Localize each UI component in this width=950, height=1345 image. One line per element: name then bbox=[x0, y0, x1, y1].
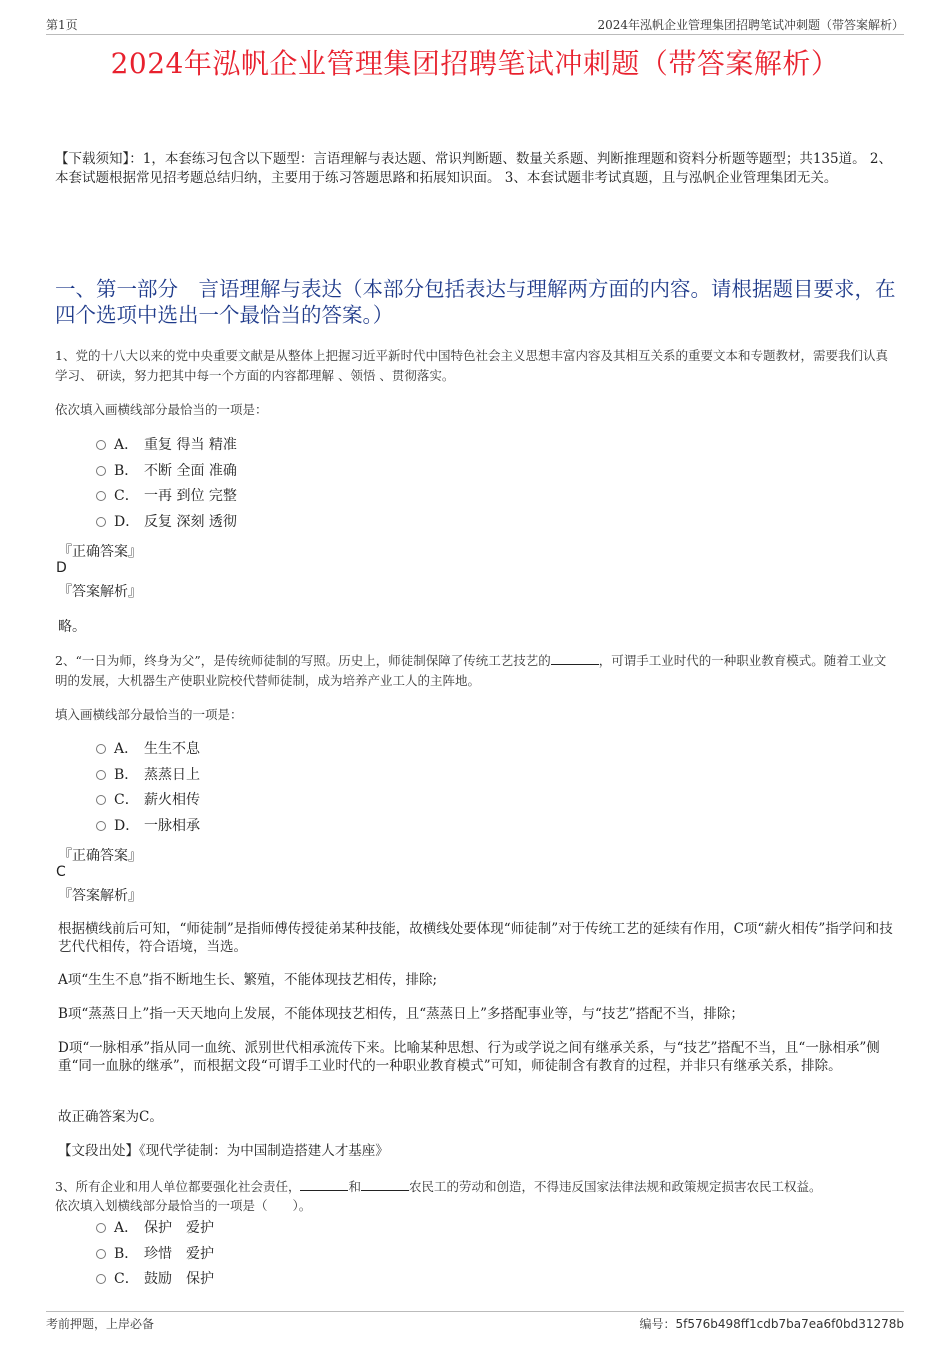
correct-answer-label: 『正确答案』 bbox=[58, 848, 142, 864]
question-3-prompt: 依次填入划横线部分最恰当的一项是（ ）。 bbox=[55, 1198, 312, 1213]
analysis-paragraph: 故正确答案为C。 bbox=[58, 1109, 163, 1125]
analysis-paragraph: B项“蒸蒸日上”指一天天地向上发展，不能体现技艺相传，且“蒸蒸日上”多搭配事业等，与“技艺”搭配不当，排除； bbox=[58, 1006, 744, 1022]
option-b[interactable]: B． 不断 全面 准确 bbox=[96, 459, 237, 485]
question-3-options bbox=[96, 1216, 214, 1293]
question-3-stem: 3、所有企业和用人单位都要强化社会责任， 和 农民工的劳动和创造，不得违反国家法律法规和政策规定损害农民工权益。 bbox=[55, 1179, 822, 1194]
document-code: 编号：5f576b498ff1cdb7ba7ea6f0bd31278b bbox=[639, 1317, 904, 1331]
radio-icon[interactable] bbox=[96, 1249, 106, 1259]
document-title: 2024年泓帆企业管理集团招聘笔试冲刺题（带答案解析） bbox=[110, 47, 840, 80]
analysis-paragraph: A项“生生不息”指不断地生长、繁殖，不能体现技艺相传，排除; bbox=[58, 972, 438, 988]
option-c[interactable]: C． 薪火相传 bbox=[96, 788, 200, 814]
analysis-paragraph: D项“一脉相承”指从同一血统、派别世代相承流传下来。比喻某种思想、行为或学说之间有继承关系，与“技艺”搭配不当，且“一脉相承”侧重“同一血脉的继承”，而根据文段“可谓手工业时代的一种职业教育模式”可知，师徒制含有教育的过程，并非只有继承关系，排除。 bbox=[58, 1040, 880, 1074]
blank-line bbox=[551, 652, 599, 665]
question-1-prompt: 依次填入画横线部分最恰当的一项是： bbox=[55, 402, 268, 417]
radio-icon[interactable] bbox=[96, 744, 106, 754]
source-citation: 【文段出处】《现代学徒制：为中国制造搭建人才基座》 bbox=[58, 1143, 389, 1159]
option-b[interactable]: B． 蒸蒸日上 bbox=[96, 763, 200, 789]
option-d[interactable]: D． 反复 深刻 透彻 bbox=[96, 510, 237, 536]
question-2-stem: 2、“一日为师，终身为父”，是传统师徒制的写照。历史上，师徒制保障了传统工艺技艺的 ，可谓手工业时代的一种职业教育模式。随着工业文明的发展，大机器生产使职业院校代替师徒制，成为培养产业工人的主阵地。 bbox=[55, 653, 887, 688]
radio-icon[interactable] bbox=[96, 491, 106, 501]
analysis-label: 『答案解析』 bbox=[58, 888, 142, 904]
download-notice: 【下载须知】：1，本套练习包含以下题型：言语理解与表达题、常识判断题、数量关系题、判断推理题和资料分析题等题型；共135道。 2、本套试题根据常见招考题总结归纳，主要用于练习答题思路和拓展知识面。 3、本套试题非考试真题，且与泓帆企业管理集团无关。 bbox=[55, 151, 892, 186]
option-a[interactable]: A． 生生不息 bbox=[96, 737, 200, 763]
analysis-label: 『答案解析』 bbox=[58, 584, 142, 600]
header-doc-title: 2024年泓帆企业管理集团招聘笔试冲刺题（带答案解析） bbox=[597, 18, 904, 32]
analysis-paragraph: 根据横线前后可知，“师徒制”是指师傅传授徒弟某种技能，故横线处要体现“师徒制”对于传统工艺的延续有作用，C项“薪火相传”指学问和技艺代代相传，符合语境，当选。 bbox=[58, 921, 893, 955]
radio-icon[interactable] bbox=[96, 1223, 106, 1233]
option-a[interactable]: A． 重复 得当 精准 bbox=[96, 433, 237, 459]
option-b[interactable]: B． 珍惜 爱护 bbox=[96, 1242, 214, 1268]
blank-line bbox=[361, 1178, 409, 1191]
section-heading: 一、第一部分 言语理解与表达（本部分包括表达与理解两方面的内容。请根据题目要求，在四个选项中选出一个最恰当的答案。） bbox=[55, 277, 896, 327]
radio-icon[interactable] bbox=[96, 517, 106, 527]
radio-icon[interactable] bbox=[96, 795, 106, 805]
question-2-options bbox=[96, 737, 200, 839]
radio-icon[interactable] bbox=[96, 821, 106, 831]
footer-slogan: 考前押题，上岸必备 bbox=[46, 1317, 155, 1331]
correct-answer-value: D bbox=[56, 560, 67, 576]
option-a[interactable]: A． 保护 爱护 bbox=[96, 1216, 214, 1242]
blank-line bbox=[300, 1178, 348, 1191]
question-1-options bbox=[96, 433, 237, 535]
radio-icon[interactable] bbox=[96, 1274, 106, 1284]
correct-answer-value: C bbox=[56, 864, 66, 880]
option-c[interactable]: C． 鼓励 保护 bbox=[96, 1267, 214, 1293]
question-2-prompt: 填入画横线部分最恰当的一项是： bbox=[55, 707, 243, 722]
radio-icon[interactable] bbox=[96, 440, 106, 450]
correct-answer-label: 『正确答案』 bbox=[58, 544, 142, 560]
page-footer bbox=[46, 1311, 904, 1336]
question-1-stem: 1、党的十八大以来的党中央重要文献是从整体上把握习近平新时代中国特色社会主义思想丰富内容及其相互关系的重要文本和专题教材，需要我们认真学习、 研读，努力把其中每一个方面的内容都理解 、领悟 、贯彻落实。 bbox=[55, 348, 888, 383]
radio-icon[interactable] bbox=[96, 466, 106, 476]
option-d[interactable]: D． 一脉相承 bbox=[96, 814, 200, 840]
page-number: 第1页 bbox=[46, 18, 78, 32]
option-c[interactable]: C． 一再 到位 完整 bbox=[96, 484, 237, 510]
page-header bbox=[46, 14, 904, 35]
analysis-text: 略。 bbox=[58, 619, 86, 635]
radio-icon[interactable] bbox=[96, 770, 106, 780]
